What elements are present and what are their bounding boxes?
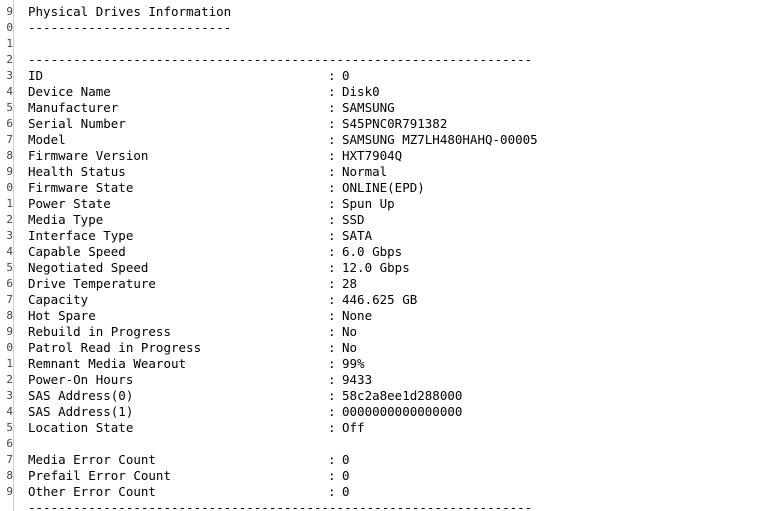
field-label: Firmware State bbox=[28, 180, 134, 195]
field-value: 0 bbox=[342, 468, 350, 483]
line-number: 0 bbox=[6, 21, 13, 34]
field-label: Negotiated Speed bbox=[28, 260, 149, 275]
line-number: 4 bbox=[6, 405, 13, 418]
field-row bbox=[28, 132, 758, 148]
field-value: 99% bbox=[342, 356, 365, 371]
line-number: 6 bbox=[6, 437, 13, 450]
field-row bbox=[28, 420, 758, 436]
field-value: 12.0 Gbps bbox=[342, 260, 410, 275]
field-colon: : bbox=[328, 164, 336, 179]
field-value: 28 bbox=[342, 276, 358, 291]
line-number: 8 bbox=[6, 149, 13, 162]
line-number: 0 bbox=[6, 341, 13, 354]
field-label: Prefail Error Count bbox=[28, 468, 171, 483]
field-row bbox=[28, 100, 758, 116]
field-row bbox=[28, 228, 758, 244]
field-value: HXT7904Q bbox=[342, 148, 403, 163]
field-label: Interface Type bbox=[28, 228, 134, 243]
field-row bbox=[28, 148, 758, 164]
field-row bbox=[28, 324, 758, 340]
field-value: 0 bbox=[342, 68, 350, 83]
field-value: 0 bbox=[342, 484, 350, 499]
field-value: 446.625 GB bbox=[342, 292, 418, 307]
field-label: Capable Speed bbox=[28, 244, 126, 259]
field-colon: : bbox=[328, 468, 336, 483]
field-label: Power State bbox=[28, 196, 111, 211]
field-colon: : bbox=[328, 116, 336, 131]
field-label: Manufacturer bbox=[28, 100, 119, 115]
field-label: ID bbox=[28, 68, 44, 83]
field-colon: : bbox=[328, 308, 336, 323]
line-number: 9 bbox=[6, 5, 13, 18]
field-row bbox=[28, 356, 758, 372]
field-label: Drive Temperature bbox=[28, 276, 156, 291]
field-value: SSD bbox=[342, 212, 365, 227]
field-colon: : bbox=[328, 404, 336, 419]
field-colon: : bbox=[328, 244, 336, 259]
field-row bbox=[28, 260, 758, 276]
separator-top: ------------------------------------------------------------------- bbox=[28, 52, 533, 67]
field-value: 0000000000000000 bbox=[342, 404, 463, 419]
page-title: Physical Drives Information bbox=[28, 4, 232, 19]
field-value: 9433 bbox=[342, 372, 373, 387]
field-colon: : bbox=[328, 132, 336, 147]
field-row bbox=[28, 84, 758, 100]
field-label: Device Name bbox=[28, 84, 111, 99]
field-value: Spun Up bbox=[342, 196, 395, 211]
field-label: Location State bbox=[28, 420, 134, 435]
field-colon: : bbox=[328, 372, 336, 387]
field-row bbox=[28, 180, 758, 196]
field-label: Rebuild in Progress bbox=[28, 324, 171, 339]
field-colon: : bbox=[328, 276, 336, 291]
line-number: 9 bbox=[6, 325, 13, 338]
field-row bbox=[28, 452, 758, 468]
field-label: Other Error Count bbox=[28, 484, 156, 499]
field-row bbox=[28, 116, 758, 132]
field-row bbox=[28, 308, 758, 324]
field-row bbox=[28, 468, 758, 484]
field-colon: : bbox=[328, 148, 336, 163]
field-colon: : bbox=[328, 180, 336, 195]
line-number: 8 bbox=[6, 469, 13, 482]
field-colon: : bbox=[328, 292, 336, 307]
field-row bbox=[28, 372, 758, 388]
field-value: 58c2a8ee1d288000 bbox=[342, 388, 463, 403]
field-colon: : bbox=[328, 84, 336, 99]
line-number: 9 bbox=[6, 485, 13, 498]
field-colon: : bbox=[328, 100, 336, 115]
field-row bbox=[28, 404, 758, 420]
line-number: 3 bbox=[6, 389, 13, 402]
field-row bbox=[28, 68, 758, 84]
field-colon: : bbox=[328, 388, 336, 403]
title-underline: --------------------------- bbox=[28, 20, 232, 35]
line-number: 7 bbox=[6, 293, 13, 306]
field-colon: : bbox=[328, 212, 336, 227]
field-colon: : bbox=[328, 420, 336, 435]
line-number: 2 bbox=[6, 373, 13, 386]
blank-line bbox=[28, 36, 758, 52]
drive-info-output bbox=[14, 0, 758, 511]
line-number: 1 bbox=[6, 357, 13, 370]
field-value: S45PNC0R791382 bbox=[342, 116, 448, 131]
line-number: 6 bbox=[6, 277, 13, 290]
field-value: Off bbox=[342, 420, 365, 435]
line-number: 5 bbox=[6, 421, 13, 434]
line-number: 4 bbox=[6, 245, 13, 258]
field-label: Hot Spare bbox=[28, 308, 96, 323]
field-colon: : bbox=[328, 228, 336, 243]
field-value: No bbox=[342, 340, 358, 355]
field-value: SAMSUNG bbox=[342, 100, 395, 115]
line-number: 8 bbox=[6, 309, 13, 322]
field-label: Serial Number bbox=[28, 116, 126, 131]
field-value: SATA bbox=[342, 228, 373, 243]
line-number: 3 bbox=[6, 69, 13, 82]
line-number: 0 bbox=[6, 181, 13, 194]
field-row bbox=[28, 164, 758, 180]
field-colon: : bbox=[328, 324, 336, 339]
line-number: 2 bbox=[6, 213, 13, 226]
field-label: Health Status bbox=[28, 164, 126, 179]
blank-line bbox=[28, 436, 758, 452]
line-number: 9 bbox=[6, 165, 13, 178]
field-row bbox=[28, 340, 758, 356]
field-colon: : bbox=[328, 356, 336, 371]
field-value: Disk0 bbox=[342, 84, 380, 99]
field-value: 0 bbox=[342, 452, 350, 467]
line-number: 6 bbox=[6, 117, 13, 130]
field-label: Patrol Read in Progress bbox=[28, 340, 202, 355]
field-label: Media Type bbox=[28, 212, 104, 227]
field-colon: : bbox=[328, 260, 336, 275]
field-row bbox=[28, 388, 758, 404]
field-label: Power-On Hours bbox=[28, 372, 134, 387]
field-value: 6.0 Gbps bbox=[342, 244, 403, 259]
field-label: Capacity bbox=[28, 292, 89, 307]
field-value: SAMSUNG MZ7LH480HAHQ-00005 bbox=[342, 132, 538, 147]
field-row bbox=[28, 292, 758, 308]
field-row bbox=[28, 484, 758, 500]
field-colon: : bbox=[328, 68, 336, 83]
field-row bbox=[28, 196, 758, 212]
field-colon: : bbox=[328, 452, 336, 467]
field-row bbox=[28, 276, 758, 292]
field-label: Remnant Media Wearout bbox=[28, 356, 187, 371]
field-value: Normal bbox=[342, 164, 388, 179]
line-number-gutter bbox=[0, 0, 14, 511]
separator-bottom: ------------------------------------------------------------------- bbox=[28, 500, 533, 511]
line-number: 3 bbox=[6, 229, 13, 242]
line-number: 4 bbox=[6, 85, 13, 98]
field-label: SAS Address(0) bbox=[28, 388, 134, 403]
line-number: 7 bbox=[6, 453, 13, 466]
field-colon: : bbox=[328, 196, 336, 211]
field-row bbox=[28, 212, 758, 228]
line-number: 1 bbox=[6, 197, 13, 210]
field-value: ONLINE(EPD) bbox=[342, 180, 425, 195]
line-number: 1 bbox=[6, 37, 13, 50]
field-row bbox=[28, 244, 758, 260]
field-label: Firmware Version bbox=[28, 148, 149, 163]
field-colon: : bbox=[328, 340, 336, 355]
field-value: None bbox=[342, 308, 373, 323]
field-value: No bbox=[342, 324, 358, 339]
field-colon: : bbox=[328, 484, 336, 499]
field-label: SAS Address(1) bbox=[28, 404, 134, 419]
line-number: 7 bbox=[6, 133, 13, 146]
line-number: 2 bbox=[6, 53, 13, 66]
line-number: 5 bbox=[6, 261, 13, 274]
field-label: Media Error Count bbox=[28, 452, 156, 467]
line-number: 5 bbox=[6, 101, 13, 114]
field-label: Model bbox=[28, 132, 66, 147]
